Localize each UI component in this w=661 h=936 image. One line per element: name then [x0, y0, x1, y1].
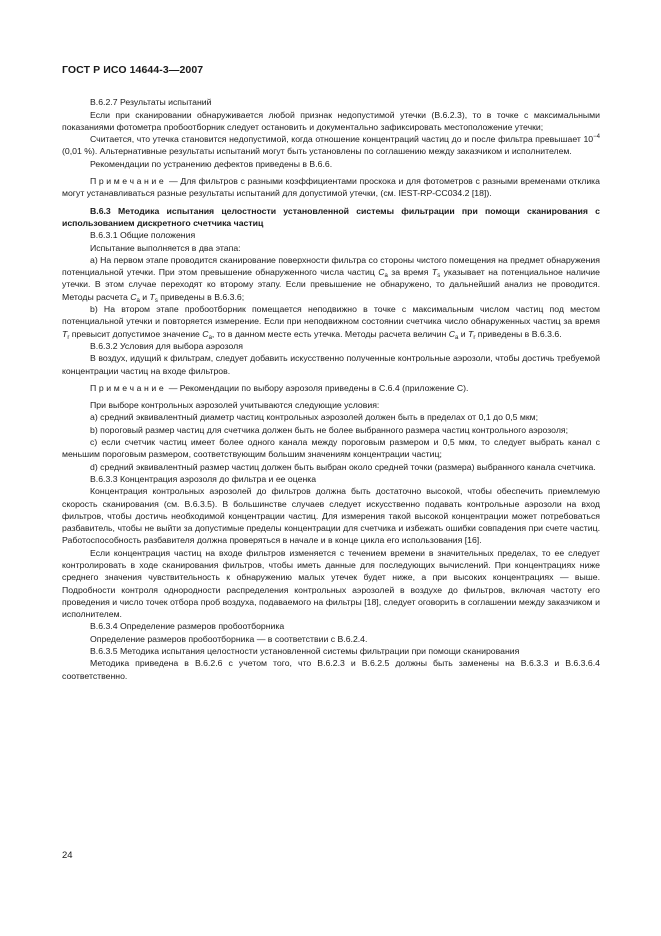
subsection-heading: В.6.3.2 Условия для выбора аэрозоля — [90, 340, 243, 351]
subsection-heading: В.6.3.4 Определение размеров пробоотборника — [90, 621, 285, 632]
section-heading-b627: В.6.2.7 Результаты испытаний — [90, 97, 212, 108]
paragraph: В воздух, идущий к фильтрам, следует добавить искусственно полученные контрольные аэрозоли, чтобы достичь требуемой концентрации частиц на входе фильтров. — [62, 353, 600, 376]
list-item: с) если счетчик частиц имеет более одного канала между пороговым размером и 0,5 мкм, то следует выбрать канал с меньшим пороговым размером, соответствующим большим значениям концентрации частиц; — [62, 437, 600, 460]
note: Примечание — Рекомендации по выбору аэрозоля приведены в С.6.4 (приложение С). — [90, 382, 469, 393]
paragraph: Считается, что утечка становится недопустимой, когда отношение концентраций частиц до и после фильтра превышает $10^{-4}$ (0,01 %). Альтернативные результаты испытаний могут быть установлены по соглашению между заказчиком и исполнителем. — [62, 134, 600, 157]
note-label: Примечание — [90, 176, 167, 187]
paragraph: Определение размеров пробоотборника — в соответствии с В.6.2.4. — [90, 633, 368, 644]
section-heading-b63: В.6.3 Методика испытания целостности установленной системы фильтрации при помощи сканирования с использованием дискретного счетчика частиц — [62, 205, 600, 228]
paragraph: Если концентрация частиц на входе фильтров изменяется с течением времени в значительных пределах, то ее следует контролировать в ходе сканирования фильтров, чтобы иметь данные для последующих вычислений. При концентрациях ниже среднего значения чувствительность к обнаружению малых утечек будет ниже, а при высоких концентрациях — выше. Подробности контроля однородности распределения контрольных аэрозолей в воздухе до фильтров, включая частоту его проведения и число точек отбора проб воздуха, подаваемого на фильтры [18], следует оговорить в соглашении между заказчиком и исполнителем. — [62, 547, 600, 620]
document-page — [62, 64, 600, 682]
list-item: а) На первом этапе проводится сканирование поверхности фильтра со стороны чистого помещения на предмет обнаружения потенциальной утечки. При этом превышение обнаруженного числа частиц $C_a$ за время $T_s$ указывает на потенциальное наличие утечки. В этом случае переходят ко второму этапу. Если превышение не обнаружено, то дальнейший анализ не проводится. Методы расчета $C_a$ и $T_s$ приведены в В.6.3.6; — [62, 254, 600, 304]
list-item: b) На втором этапе пробоотборник помещается неподвижно в точке с максимальным числом частиц под местом потенциальной утечки и повторяется измерение. Если при неподвижном состоянии счетчика число обнаруженных частиц за время $T_r$ превысит допустимое значение $C_a$, то в данном месте есть утечка. Методы расчета величин $C_a$ и $T_r$ приведены в В.6.3.6. — [62, 304, 600, 341]
note: Примечание — Для фильтров с разными коэффициентами проскока и для фотометров с разными временами отклика могут устанавливаться разные результаты испытаний для допустимой утечки, (см. IEST-RP-CC034.2 [18]). — [62, 176, 600, 199]
subsection-heading: В.6.3.5 Методика испытания целостности установленной системы фильтрации при помощи сканирования — [90, 646, 520, 657]
list-item: а) средний эквивалентный диаметр частиц контрольных аэрозолей должен быть в пределах от 0,1 до 0,5 мкм; — [90, 412, 539, 423]
paragraph: При выборе контрольных аэрозолей учитываются следующие условия: — [90, 400, 380, 411]
subsection-heading: В.6.3.3 Концентрация аэрозоля до фильтра и ее оценка — [90, 473, 317, 484]
document-header: ГОСТ Р ИСО 14644-3—2007 — [62, 64, 204, 76]
paragraph: Концентрация контрольных аэрозолей до фильтров должна быть достаточно высокой, чтобы обеспечить приемлемую скорость сканирования (см. В.6.3.5). В большинстве случаев следует искусственно подавать контрольные аэрозоли на вход фильтров, чтобы достичь необходимой концентрации частиц. Для измерения такой высокой концентрации может потребоваться разбавитель, чтобы не выйти за допустимые пределы концентрации для счетчика и избежать ошибки совпадения при счете частиц. Работоспособность разбавителя должна проверяться в начале и в конце цикла его использования [16]. — [62, 486, 600, 546]
paragraph: Если при сканировании обнаруживается любой признак недопустимой утечки (В.6.2.3), то в точке с максимальными показаниями фотометра пробоотборник следует остановить и документально зафиксировать местоположение утечки; — [62, 109, 600, 132]
page-number: 24 — [62, 850, 73, 861]
subsection-heading: В.6.3.1 Общие положения — [90, 230, 196, 241]
list-item: b) пороговый размер частиц для счетчика должен быть не более выбранного размера частиц контрольного аэрозоля; — [90, 424, 569, 435]
list-item: d) средний эквивалентный размер частиц должен быть выбран около средней точки (размера) выбранного канала счетчика. — [90, 461, 596, 472]
paragraph: Рекомендации по устранению дефектов приведены в В.6.6. — [90, 158, 333, 169]
note-label: Примечание — [90, 382, 167, 393]
paragraph: Испытание выполняется в два этапа: — [90, 242, 241, 253]
paragraph: Методика приведена в В.6.2.6 с учетом того, что В.6.2.3 и В.6.2.5 должны быть заменены на В.6.3.3 и В.6.3.6.4 соответственно. — [62, 658, 600, 681]
